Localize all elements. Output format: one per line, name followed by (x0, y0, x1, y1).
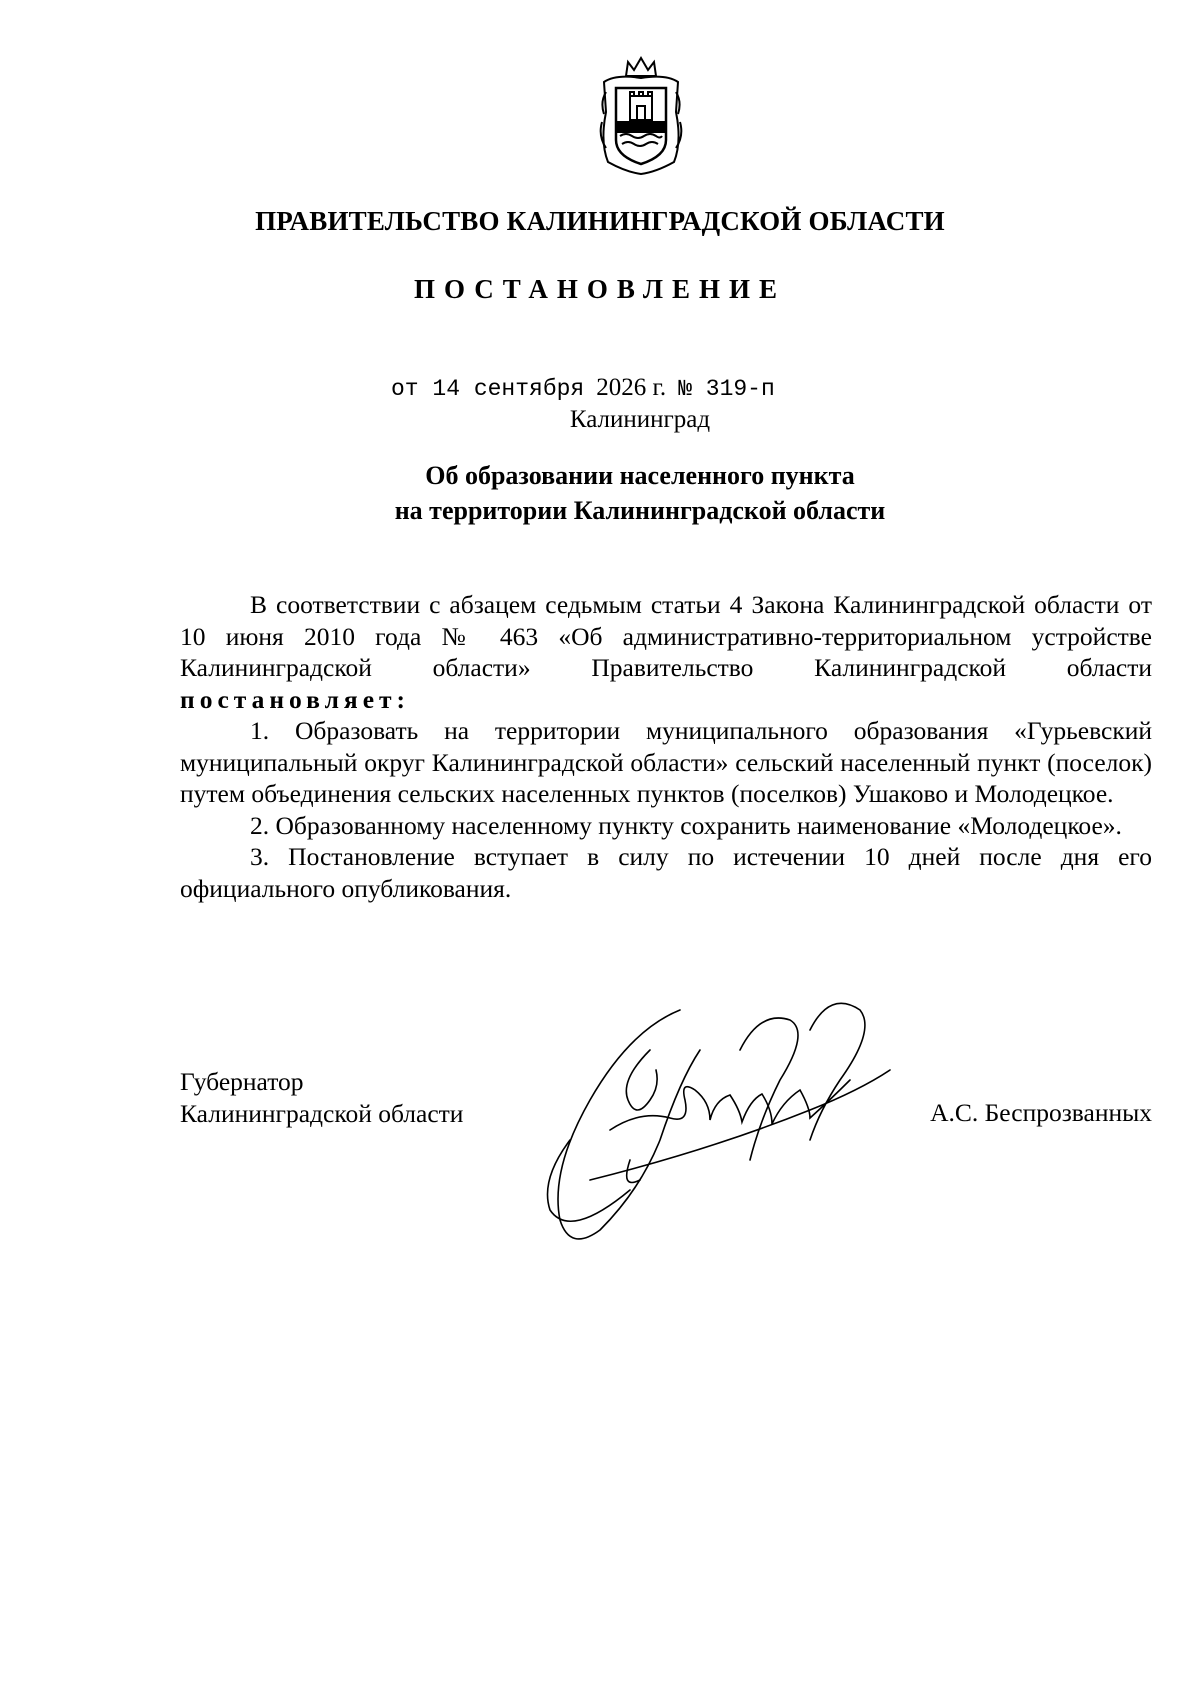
document-type: ПОСТАНОВЛЕНИЕ (413, 274, 787, 304)
signatory-title-line-1: Губернатор (180, 1067, 304, 1096)
document-subject (0, 458, 1200, 528)
signatory-title-line-2: Калининградской области (180, 1099, 464, 1128)
handwritten-signature (510, 990, 950, 1260)
subject-line-1: Об образовании населенного пункта (425, 461, 855, 490)
document-date: от 14 сентября (391, 376, 585, 402)
organization-name: ПРАВИТЕЛЬСТВО КАЛИНИНГРАДСКОЙ ОБЛАСТИ (255, 206, 945, 236)
decree-word: постановляет: (180, 684, 411, 714)
document-number: № 319-п (678, 376, 775, 402)
item-2: 2. Образованному населенному пункту сохранить наименование «Молодецкое». (250, 810, 1122, 840)
document-body (180, 589, 1152, 904)
preamble-text: В соответствии с абзацем седьмым статьи 4 Закона Калининградской области от 10 июня 2010 года № 463 «Об административно-территориальном устройстве Калининградской области» Правительство Калининградской области (180, 590, 1152, 682)
item-1: 1. Образовать на территории муниципального образования «Гурьевский муниципальный округ Калининградской области» сельский населенный пункт (поселок) путем объединения сельских населенных пунктов (поселков) Ушаково и Молодецкое. (180, 716, 1152, 808)
signatory-name: А.С. Беспрозванных (930, 1098, 1152, 1127)
item-3: 3. Постановление вступает в силу по истечении 10 дней после дня его официального опубликования. (180, 842, 1152, 903)
document-city: Калининград (569, 406, 711, 433)
coat-of-arms-icon (596, 52, 686, 177)
document-date-number (391, 374, 775, 402)
subject-line-2: на территории Калининградской области (394, 496, 886, 525)
preamble-paragraph (180, 589, 1152, 715)
document-year: 2026 г. (596, 374, 667, 401)
signatory-title (180, 1066, 463, 1130)
